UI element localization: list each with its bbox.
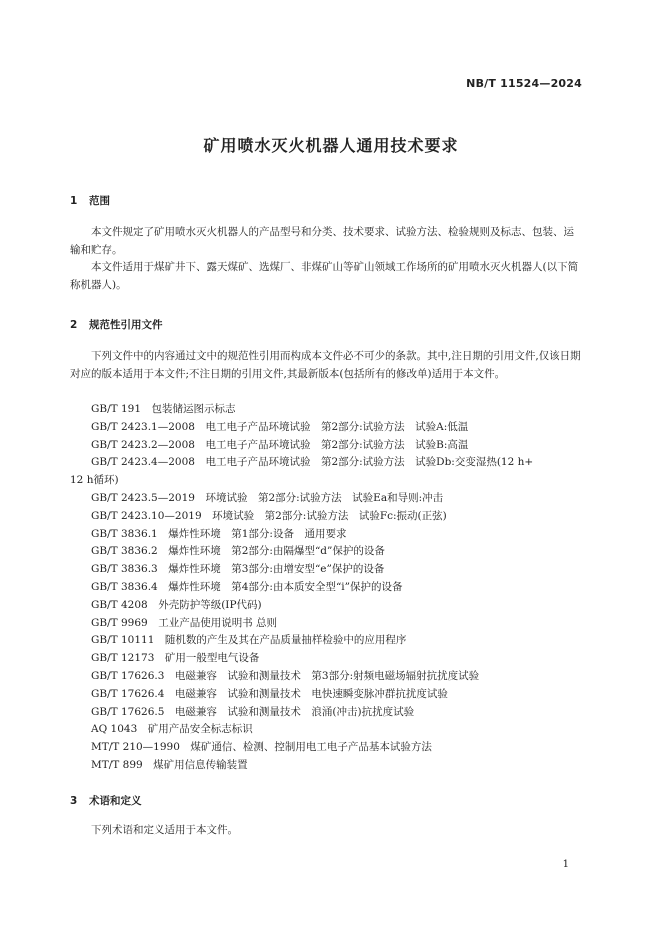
reference-item: GB/T 3836.4 爆炸性环境 第4部分:由本质安全型“i”保护的设备 bbox=[91, 580, 403, 593]
reference-item: GB/T 2423.2—2008 电工电子产品环境试验 第2部分:试验方法 试验B:高温 bbox=[91, 438, 469, 451]
section-number: 2 bbox=[70, 319, 78, 331]
reference-item: GB/T 12173 矿用一般型电气设备 bbox=[91, 652, 260, 665]
reference-item: GB/T 2423.5—2019 环境试验 第2部分:试验方法 试验Ea和导则:冲击 bbox=[91, 491, 444, 504]
paragraph: 下列术语和定义适用于本文件。 bbox=[91, 824, 238, 836]
reference-item: AQ 1043 矿用产品安全标志标识 bbox=[91, 723, 253, 736]
reference-item: GB/T 2423.10—2019 环境试验 第2部分:试验方法 试验Fc:振动(正弦) bbox=[91, 509, 447, 522]
paragraph: 本文件规定了矿用喷水灭火机器人的产品型号和分类、技术要求、试验方法、检验规则及标志、包装、运输和贮存。 bbox=[70, 226, 574, 256]
reference-item: GB/T 17626.4 电磁兼容 试验和测量技术 电快速瞬变脉冲群抗扰度试验 bbox=[91, 687, 448, 700]
reference-item: GB/T 2423.4—2008 电工电子产品环境试验 第2部分:试验方法 试验Db:交变湿热(12 h+ bbox=[91, 456, 534, 469]
section-title: 术语和定义 bbox=[89, 795, 142, 807]
section-number: 1 bbox=[70, 195, 78, 207]
section-3-heading bbox=[70, 793, 142, 808]
reference-item: GB/T 17626.3 电磁兼容 试验和测量技术 第3部分:射频电磁场辐射抗扰度试验 bbox=[91, 669, 480, 682]
section-1-body bbox=[70, 224, 582, 294]
section-2-heading bbox=[70, 317, 163, 332]
document-title: 矿用喷水灭火机器人通用技术要求 bbox=[203, 136, 459, 155]
reference-item: GB/T 4208 外壳防护等级(IP代码) bbox=[91, 598, 262, 611]
section-number: 3 bbox=[70, 795, 78, 807]
page-number: 1 bbox=[562, 859, 569, 870]
section-2-intro bbox=[70, 348, 582, 383]
reference-item: MT/T 899 煤矿用信息传输装置 bbox=[91, 758, 248, 771]
reference-item: GB/T 2423.1—2008 电工电子产品环境试验 第2部分:试验方法 试验A:低温 bbox=[91, 420, 469, 433]
reference-item-continuation: 12 h循环) bbox=[70, 474, 119, 487]
normative-references-list bbox=[70, 401, 586, 775]
paragraph: 下列文件中的内容通过文中的规范性引用而构成本文件必不可少的条款。其中,注日期的引用文件,仅该日期对应的版本适用于本文件;不注日期的引用文件,其最新版本(包括所有的修改单)适用于本文件。 bbox=[70, 350, 581, 380]
section-1-heading bbox=[70, 193, 110, 208]
reference-item: GB/T 191 包装储运图示标志 bbox=[91, 403, 236, 415]
reference-item: GB/T 17626.5 电磁兼容 试验和测量技术 浪涌(冲击)抗扰度试验 bbox=[91, 705, 415, 718]
section-3-intro bbox=[70, 822, 582, 840]
paragraph: 本文件适用于煤矿井下、露天煤矿、选煤厂、非煤矿山等矿山领域工作场所的矿用喷水灭火机器人(以下简称机器人)。 bbox=[70, 261, 579, 291]
standard-id: NB/T 11524—2024 bbox=[466, 77, 582, 90]
section-title: 范围 bbox=[89, 195, 110, 207]
section-title: 规范性引用文件 bbox=[89, 319, 163, 331]
reference-item: GB/T 3836.3 爆炸性环境 第3部分:由增安型“e”保护的设备 bbox=[91, 563, 385, 576]
reference-item: MT/T 210—1990 煤矿通信、检测、控制用电工电子产品基本试验方法 bbox=[91, 741, 432, 754]
reference-item: GB/T 9969 工业产品使用说明书 总则 bbox=[91, 616, 278, 629]
reference-item: GB/T 10111 随机数的产生及其在产品质量抽样检验中的应用程序 bbox=[91, 634, 407, 647]
reference-item: GB/T 3836.1 爆炸性环境 第1部分:设备 通用要求 bbox=[91, 527, 347, 540]
reference-item: GB/T 3836.2 爆炸性环境 第2部分:由隔爆型“d”保护的设备 bbox=[91, 545, 385, 558]
